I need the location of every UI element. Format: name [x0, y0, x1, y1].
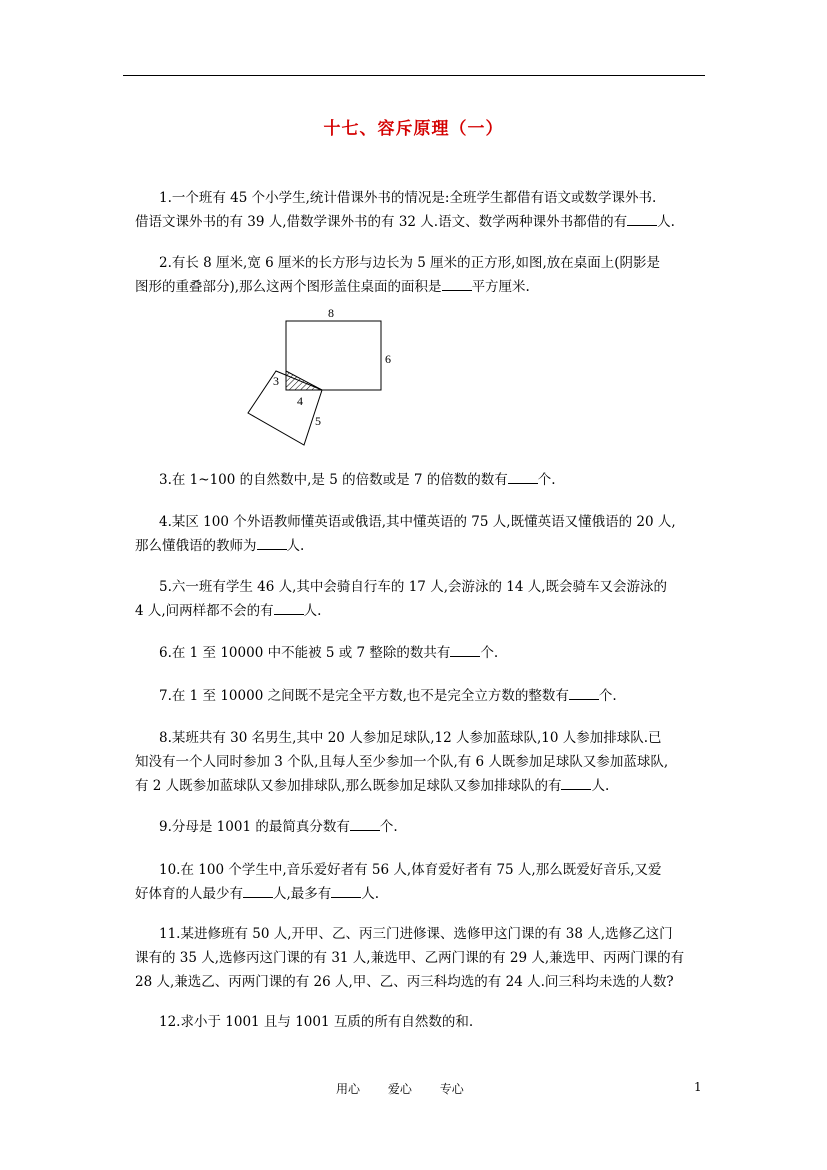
question-text: 人. — [361, 886, 380, 902]
question-text: 人. — [657, 214, 675, 230]
question-text: 个. — [537, 472, 556, 488]
label-5: 5 — [315, 414, 321, 428]
question-8 — [135, 726, 715, 798]
question-5 — [135, 575, 715, 623]
overlap-shaded — [286, 371, 322, 390]
footer-word: 用心 — [336, 1082, 361, 1096]
answer-blank[interactable] — [350, 816, 380, 831]
question-text: 4 人,问两样都不会的有 — [135, 603, 274, 619]
answer-blank[interactable] — [274, 600, 304, 615]
question-text: 7.在 1 至 10000 之间既不是完全平方数,也不是完全立方数的整数有 — [159, 688, 569, 704]
question-6 — [135, 641, 715, 665]
question-9 — [135, 815, 715, 839]
answer-blank[interactable] — [508, 469, 538, 484]
question-text: 5.六一班有学生 46 人,其中会骑自行车的 17 人,会游泳的 14 人,既会骑车又会游泳的 — [159, 579, 668, 595]
question-text: 人. — [591, 778, 610, 794]
question-text: 11.某进修班有 50 人,开甲、乙、丙三门进修课、选修甲这门课的有 38 人,选修乙这门 — [159, 926, 673, 942]
page-number: 1 — [694, 1080, 702, 1094]
label-4: 4 — [297, 394, 303, 408]
question-text: 8.某班共有 30 名男生,其中 20 人参加足球队,12 人参加蓝球队,10 人参加排球队.已 — [159, 730, 662, 746]
question-text: 知没有一个人同时参加 3 个队,且每人至少参加一个队,有 6 人既参加足球队又参加蓝球队, — [135, 754, 669, 770]
question-text: 图形的重叠部分),那么这两个图形盖住桌面的面积是 — [135, 279, 442, 295]
question-11 — [135, 922, 715, 994]
footer-word: 专心 — [439, 1082, 464, 1096]
question-text: 12.求小于 1001 且与 1001 互质的所有自然数的和. — [159, 1014, 474, 1030]
question-text: 好体育的人最少有 — [135, 886, 243, 902]
question-3 — [135, 468, 715, 492]
answer-blank[interactable] — [257, 535, 287, 550]
question-text: 人. — [286, 538, 305, 554]
question-text: 有 2 人既参加蓝球队又参加排球队,那么既参加足球队又参加排球队的有 — [135, 778, 562, 794]
question-text: 借语文课外书的有 39 人,借数学课外书的有 32 人.语文、数学两种课外书都借的有 — [135, 214, 628, 230]
question-text: 1.一个班有 45 个小学生,统计借课外书的情况是:全班学生都借有语文或数学课外书. — [159, 190, 657, 206]
question-text: 10.在 100 个学生中,音乐爱好者有 56 人,体育爱好者有 75 人,那么既爱好音乐,又爱 — [159, 862, 662, 878]
question-10 — [135, 858, 715, 906]
question-text: 28 人,兼选乙、丙两门课的有 26 人,甲、乙、丙三科均选的有 24 人.问三科均未选的人数? — [135, 974, 674, 990]
square-shape — [248, 371, 322, 445]
label-8: 8 — [328, 306, 334, 320]
answer-blank[interactable] — [331, 883, 361, 898]
answer-blank[interactable] — [569, 685, 599, 700]
question-text: 平方厘米. — [471, 279, 530, 295]
question-text: 个. — [379, 819, 398, 835]
question-text: 3.在 1~100 的自然数中,是 5 的倍数或是 7 的倍数的数有 — [159, 472, 508, 488]
question-text: 4.某区 100 个外语教师懂英语或俄语,其中懂英语的 75 人,既懂英语又懂俄语的 20 人, — [159, 514, 676, 530]
answer-blank[interactable] — [442, 276, 472, 291]
question-1 — [135, 186, 715, 234]
question-text: 个. — [480, 645, 499, 661]
answer-blank[interactable] — [561, 775, 591, 790]
overlap-figure — [240, 303, 400, 453]
label-3: 3 — [273, 374, 279, 388]
question-2 — [135, 251, 715, 299]
answer-blank[interactable] — [450, 642, 480, 657]
answer-blank[interactable] — [627, 211, 657, 226]
header-rule — [123, 75, 705, 76]
question-text: 课有的 35 人,选修丙这门课的有 31 人,兼选甲、乙两门课的有 29 人,兼选甲、丙两门课的有 — [135, 950, 685, 966]
page-title: 十七、容斥原理（一） — [323, 119, 504, 139]
question-12 — [135, 1010, 715, 1034]
footer-word: 爱心 — [387, 1082, 412, 1096]
question-text: 6.在 1 至 10000 中不能被 5 或 7 整除的数共有 — [159, 645, 451, 661]
label-6: 6 — [385, 352, 391, 366]
question-text: 2.有长 8 厘米,宽 6 厘米的长方形与边长为 5 厘米的正方形,如图,放在桌面上(阴影是 — [159, 255, 661, 271]
question-text: 那么懂俄语的教师为 — [135, 538, 257, 554]
question-text: 人. — [303, 603, 322, 619]
question-4 — [135, 510, 715, 558]
question-text: 9.分母是 1001 的最简真分数有 — [159, 819, 350, 835]
question-7 — [135, 684, 715, 708]
answer-blank[interactable] — [243, 883, 273, 898]
question-text: 个. — [598, 688, 617, 704]
question-text: 人,最多有 — [273, 886, 332, 902]
